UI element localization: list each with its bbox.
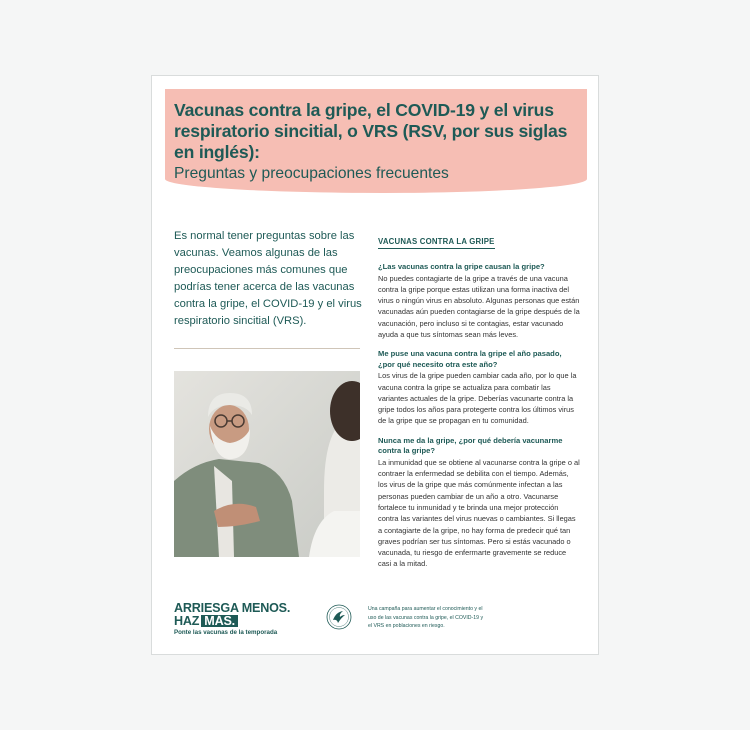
faq-question: ¿Las vacunas contra la gripe causan la gripe? xyxy=(378,262,545,271)
faq-item xyxy=(378,436,580,570)
section-heading: VACUNAS CONTRA LA GRIPE xyxy=(378,237,495,249)
faq-item xyxy=(378,349,580,426)
faq-question: Nunca me da la gripe, ¿por qué debería vacunarme contra la gripe? xyxy=(378,435,563,456)
faq-answer: Los virus de la gripe pueden cambiar cada año, por lo que la vacuna contra la gripe se actualiza para combatir las variantes actuales de la gripe. Deberías vacunarte contra la gripe todos los años para protegerte contra los últimos virus de la gripe que se propagan en tu comunidad. xyxy=(378,371,577,426)
page-title: Vacunas contra la gripe, el COVID-19 y el virus respiratorio sincitial, o VRS (RSV, por sus siglas en inglés): xyxy=(174,100,568,162)
page-subtitle: Preguntas y preocupaciones frecuentes xyxy=(174,165,449,182)
faq-question: Me puse una vacuna contra la gripe el año pasado, ¿por qué necesito otra este año? xyxy=(378,349,562,369)
logo-line-2 xyxy=(174,615,290,628)
campaign-description: Una campaña para aumentar el conocimiento y el uso de las vacunas contra la gripe, el COVID-19 y el VRS en poblaciones en riesgo. xyxy=(368,606,484,630)
logo-haz: HAZ xyxy=(174,614,200,628)
faq-column xyxy=(378,231,580,570)
divider xyxy=(174,348,360,349)
campaign-logo xyxy=(174,602,290,636)
faq-answer: No puedes contagiarte de la gripe a través de una vacuna contra la gripe porque estas utilizan una forma inactiva del virus o ningún virus en absoluto. Algunas personas que están vacunadas aún pueden contagiarse de la gripe después de la vacunación, pero incluso si te contagias, estar vacunado ayuda a que tus síntomas sean más leves. xyxy=(378,273,580,339)
doctor-patient-photo xyxy=(174,371,360,557)
flyer-page xyxy=(151,75,599,655)
logo-mas: MÁS. xyxy=(201,615,238,627)
faq-item xyxy=(378,262,580,340)
header-banner xyxy=(165,89,587,193)
intro-paragraph: Es normal tener preguntas sobre las vacunas. Veamos algunas de las preocupaciones más comunes que podrías tener acerca de las vacunas contra la gripe, el COVID-19 y el virus respiratorio sincitial (VRS). xyxy=(174,230,362,327)
hhs-seal-icon xyxy=(326,604,352,630)
logo-line-1: ARRIESGA MENOS. xyxy=(174,601,291,615)
logo-tagline: Ponte las vacunas de la temporada xyxy=(174,629,278,636)
faq-answer: La inmunidad que se obtiene al vacunarse contra la gripe o al contraer la enfermedad se debilita con el tiempo. Además, los virus de la gripe que más comúnmente infectan a las personas pueden cambiar de un año a otro. Vacunarse fortalece tu inmunidad y te brinda una mejor protección contra las variantes del virus nuevas o cambiantes. Si llegas a contagiarte de la gripe, no hay forma de predecir qué tan graves podrían ser tus síntomas. Pero si estás vacunado o vacunada, tu riesgo de enfermarte gravemente se reduce casi a la mitad. xyxy=(378,457,580,569)
